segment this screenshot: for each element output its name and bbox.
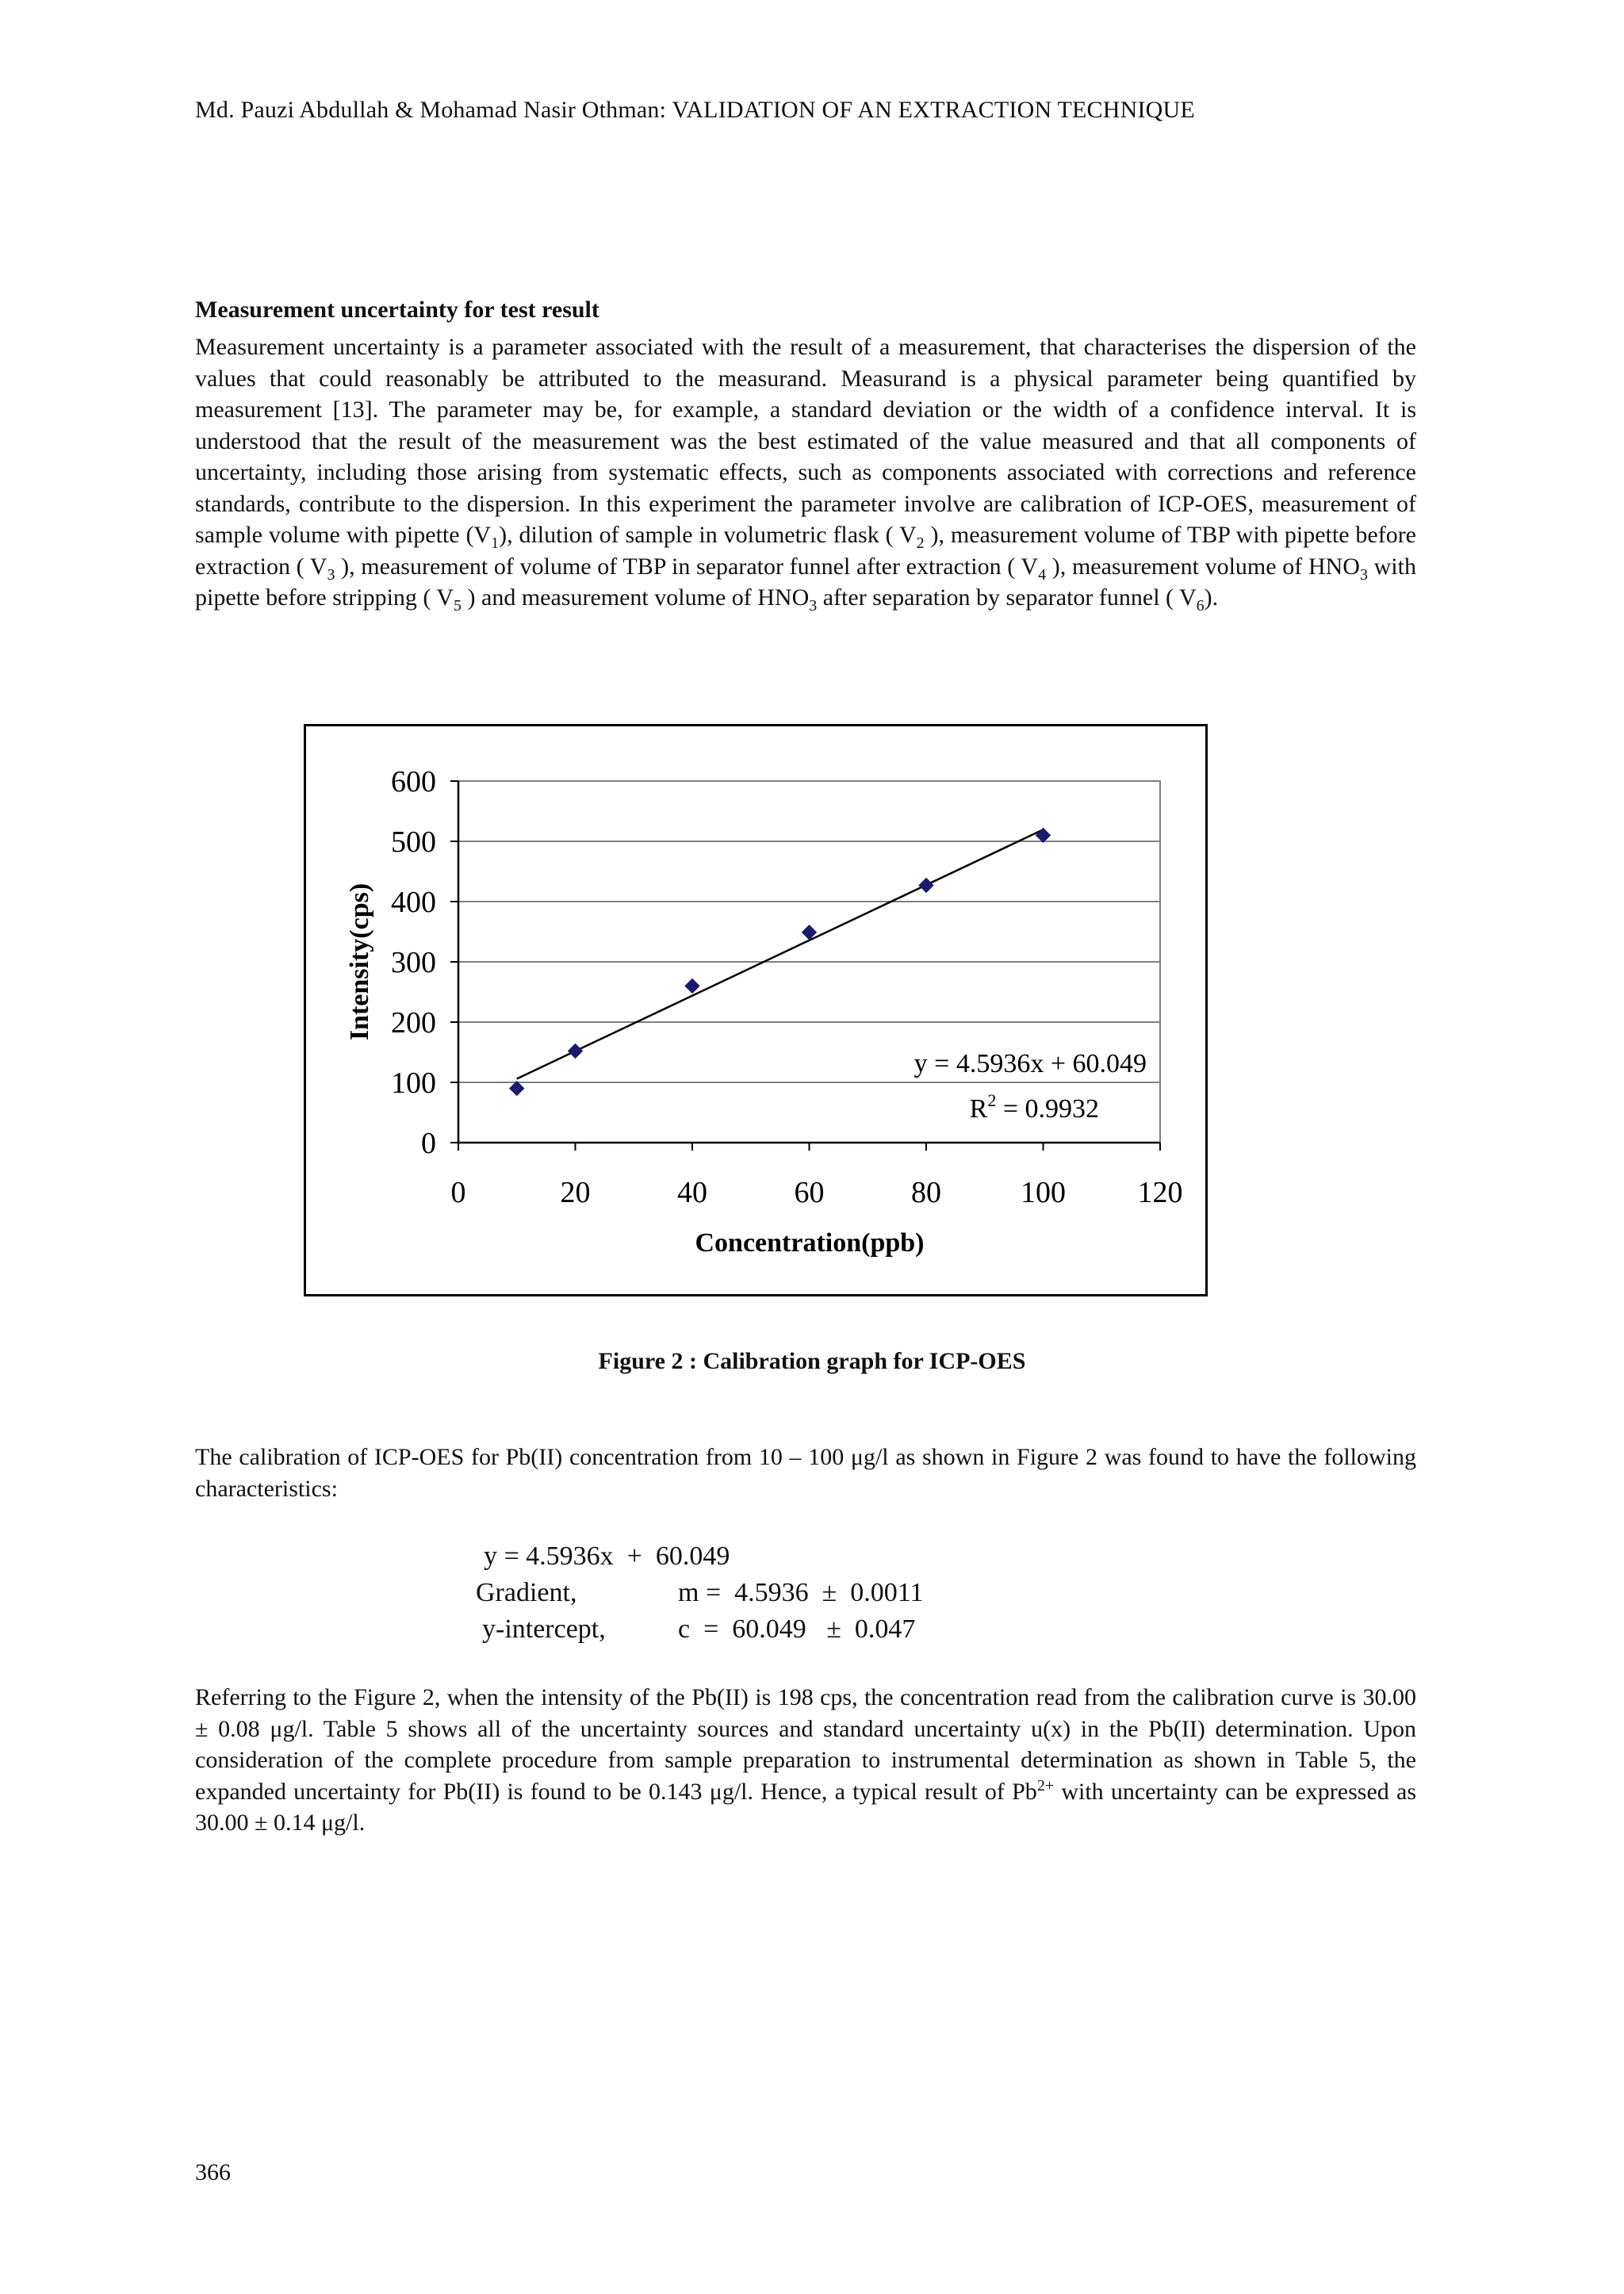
subscript: 3 xyxy=(1359,565,1368,584)
x-tick-label: 40 xyxy=(677,1176,707,1209)
intercept-value: c = 60.049 ± 0.047 xyxy=(678,1614,916,1644)
para1-text: ). xyxy=(1204,584,1219,611)
subscript: 1 xyxy=(491,534,500,552)
subscript: 3 xyxy=(327,565,335,584)
calibration-equations xyxy=(476,1538,924,1648)
para1-text: after separation by separator funnel ( V xyxy=(817,584,1197,611)
x-tick-label: 120 xyxy=(1137,1176,1183,1209)
paragraph-calibration: The calibration of ICP-OES for Pb(II) concentration from 10 – 100 μg/l as shown in Figure 2 was found to have the following characteristics: xyxy=(195,1444,1416,1502)
chart-svg xyxy=(306,726,1205,1294)
x-tick-label: 80 xyxy=(911,1176,941,1209)
y-tick-label: 500 xyxy=(391,825,436,859)
page-number: 366 xyxy=(195,2159,231,2185)
y-tick-label: 300 xyxy=(391,946,436,979)
data-point xyxy=(1036,828,1051,842)
subscript: 3 xyxy=(809,597,818,615)
paragraph-measurement-uncertainty xyxy=(195,331,1416,614)
x-tick-label: 60 xyxy=(794,1176,825,1209)
trend-equation-label: y = 4.5936x + 60.049 xyxy=(914,1049,1147,1078)
para1-text: ), measurement of volume of TBP in separator funnel after extraction ( V xyxy=(335,553,1039,580)
y-tick-label: 200 xyxy=(391,1006,436,1040)
equation-line xyxy=(476,1538,924,1575)
section-heading: Measurement uncertainty for test result xyxy=(195,297,599,323)
data-point xyxy=(510,1082,524,1096)
intercept-label: y-intercept, xyxy=(482,1614,606,1644)
data-point xyxy=(685,978,699,993)
subscript: 6 xyxy=(1196,597,1205,615)
running-head: Md. Pauzi Abdullah & Mohamad Nasir Othman: VALIDATION OF AN EXTRACTION TECHNIQUE xyxy=(195,97,1195,123)
y-tick-label: 600 xyxy=(391,765,436,798)
data-point xyxy=(569,1044,583,1058)
subscript: 2 xyxy=(916,534,925,552)
para1-text: ), dilution of sample in volumetric flask ( V xyxy=(499,522,917,548)
x-tick-label: 100 xyxy=(1021,1176,1066,1209)
paragraph-result xyxy=(195,1682,1416,1839)
x-tick-label: 0 xyxy=(450,1176,466,1209)
figure-caption: Figure 2 : Calibration graph for ICP-OES xyxy=(598,1348,1026,1374)
calibration-chart xyxy=(304,724,1208,1296)
y-tick-label: 400 xyxy=(391,886,436,919)
gradient-row xyxy=(476,1575,924,1611)
para1-text: Measurement uncertainty is a parameter associated with the result of a measurement, that characterises the dispersion of the values that could reasonably be attributed to the measurand. Measurand is a physical parameter being quantified by measurement [13]. The parameter may be, for example, a standard deviation or the width of a confidence interval. It is understood that the result of the measurement was the best estimated of the value measured and that all components of uncertainty, including those arising from systematic effects, such as components associated with corrections and reference standards, contribute to the dispersion. In this experiment the parameter involve are calibration of ICP-OES, measurement of sample volume with pipette (V xyxy=(195,334,1416,548)
data-point xyxy=(919,878,933,892)
r-squared-label: $R^2 = 0.9932$ xyxy=(969,1090,1099,1124)
gradient-value: m = 4.5936 ± 0.0011 xyxy=(678,1578,924,1607)
regression-equation: y = 4.5936x + 60.049 xyxy=(484,1541,730,1571)
para3-text: Referring to the Figure 2, when the intensity of the Pb(II) is 198 cps, the concentration read from the calibration curve is 30.00 ± 0.08 μg/l. Table 5 shows all of the uncertainty sources and standard uncertainty u(x) in the Pb(II) determination. Upon consideration of the complete procedure from sample preparation to instrumental determination as shown in Table 5, the expanded uncertainty for Pb(II) is found to be 0.143 μg/l. Hence, a typical result of Pb xyxy=(195,1684,1416,1805)
para1-text: ), measurement volume of HNO xyxy=(1046,553,1360,580)
y-tick-label: 100 xyxy=(391,1067,436,1100)
subscript: 5 xyxy=(454,597,462,615)
superscript: 2+ xyxy=(1036,1776,1055,1794)
para1-text: ) and measurement volume of HNO xyxy=(462,584,810,611)
gradient-label: Gradient, xyxy=(476,1578,577,1607)
y-tick-label: 0 xyxy=(421,1127,436,1160)
x-axis-title: Concentration(ppb) xyxy=(695,1228,925,1258)
subscript: 4 xyxy=(1038,565,1047,584)
intercept-row xyxy=(476,1611,924,1648)
para3-text: with uncertainty can be expressed as 30.00 ± 0.14 μg/l. xyxy=(195,1778,1416,1836)
para1-text: ), measurement volume of TBP with pipette before extraction ( V xyxy=(195,522,1416,580)
x-tick-label: 20 xyxy=(560,1176,591,1209)
para1-text: with pipette before stripping ( V xyxy=(195,553,1416,611)
y-axis-title: Intensity(cps) xyxy=(345,883,374,1041)
trendline xyxy=(517,829,1044,1078)
